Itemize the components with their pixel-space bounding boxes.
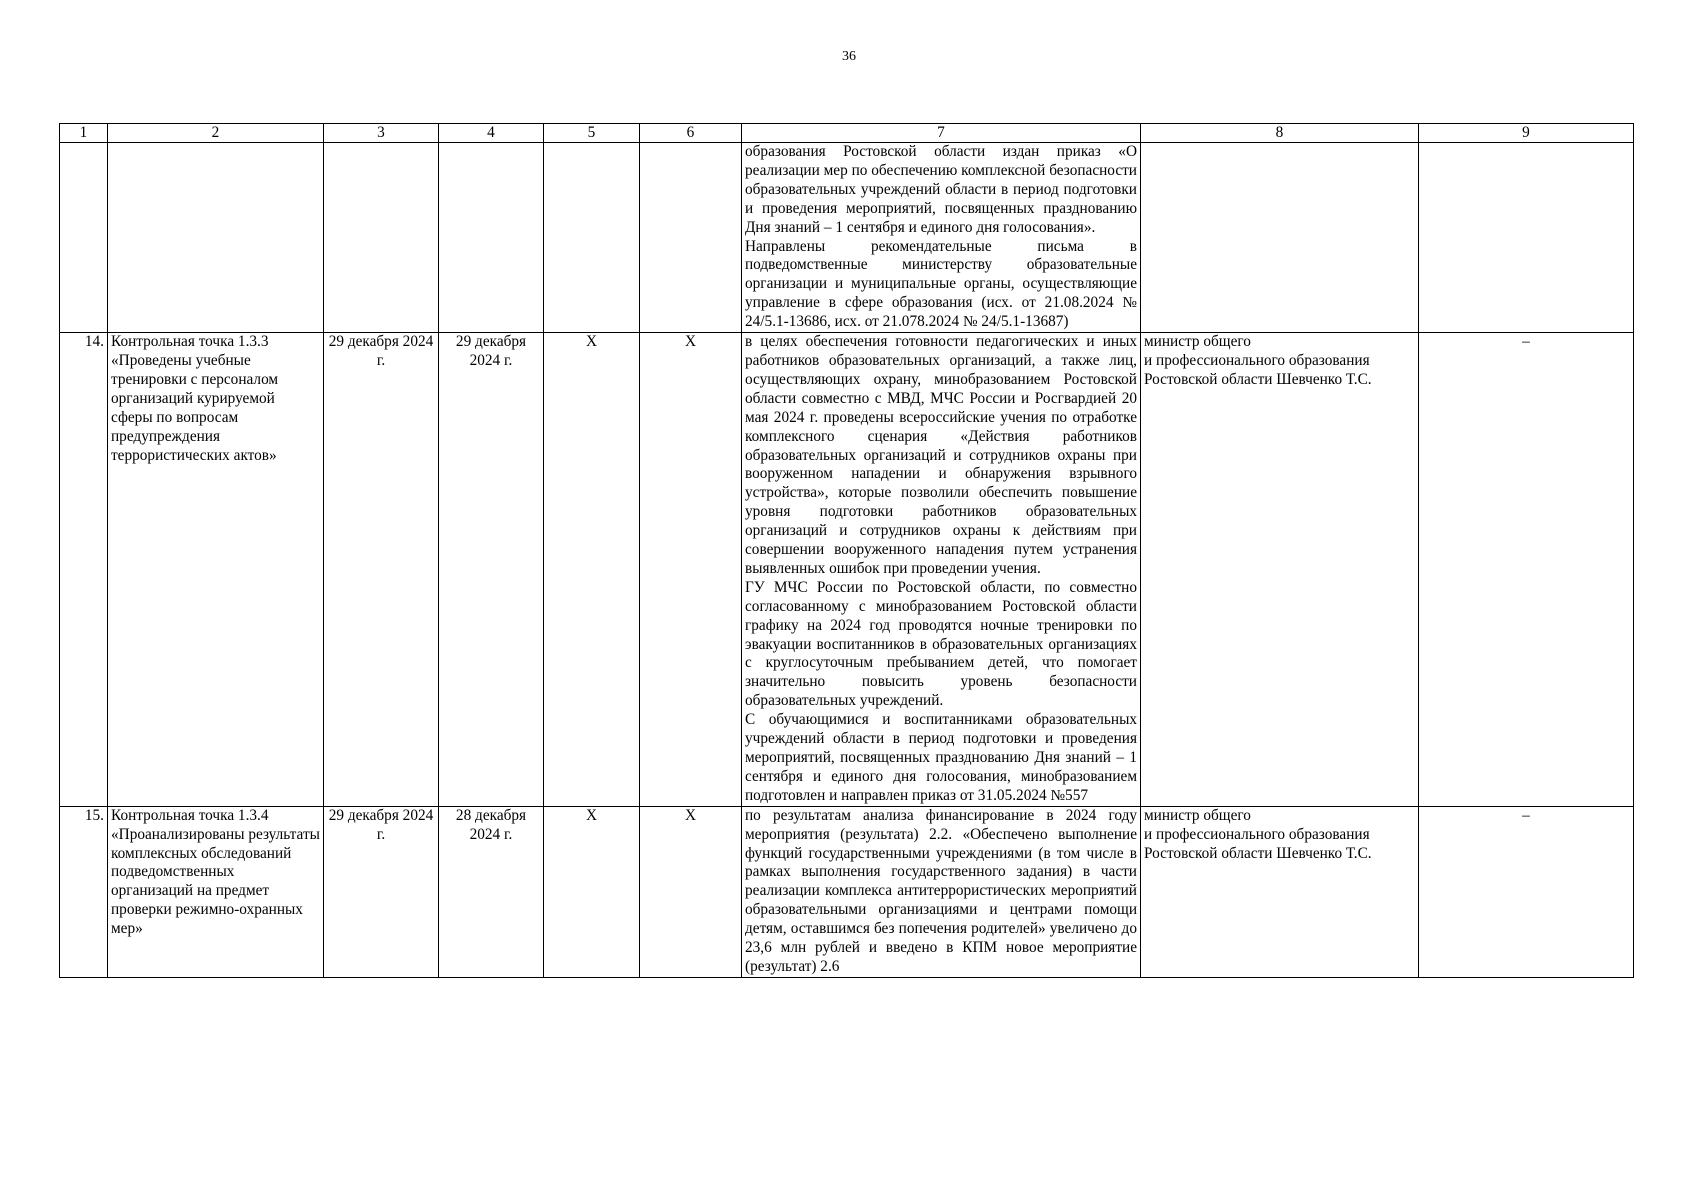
result-paragraph: образования Ростовской области издан приказ «О реализации мер по обеспечению комплексной безопасности образовательных учреждений области в период подготовки и проведения мероприятий, посвященных празднованию Дня знаний – 1 сентября и единого дня голосования». (745, 143, 1137, 236)
note: – (1419, 333, 1634, 807)
responsible-line: министр общего (1144, 806, 1251, 824)
note (1419, 143, 1634, 333)
column-header-9: 9 (1419, 124, 1634, 143)
row-number (60, 143, 108, 333)
note: – (1419, 806, 1634, 977)
table-row (60, 806, 1634, 977)
column-header-5: 5 (544, 124, 640, 143)
responsible (1141, 806, 1419, 977)
responsible-line: Ростовской области Шевченко Т.С. (1144, 370, 1372, 388)
control-point: Контрольная точка 1.3.3 «Проведены учебные тренировки с персоналом организаций курируемой сферы по вопросам предупреждения террористических актов» (108, 333, 324, 807)
result-paragraph: по результатам анализа финансирование в 2024 году мероприятия (результата) 2.2. «Обеспечено выполнение функций государственными учреждениями (в том числе в рамках выполнения государственного задания) в части реализации комплекса антитеррористических мероприятий образовательными организациями и центрами помощи детям, оставшимся без попечения родителей» увеличено до 23,6 млн рублей и введено в КПМ новое мероприятие (результат) 2.6 (745, 806, 1137, 975)
column-header-7: 7 (742, 124, 1141, 143)
column-header-6: 6 (640, 124, 742, 143)
responsible-line: Ростовской области Шевченко Т.С. (1144, 844, 1372, 862)
responsible-line: и профессионального образования (1144, 825, 1370, 843)
page-number: 36 (842, 49, 856, 64)
table-row (60, 143, 1634, 333)
plan-date (324, 143, 439, 333)
result-paragraph: ГУ МЧС России по Ростовской области, по совместно согласованному с минобразованием Ростовской области графику на 2024 год проводятся ночные тренировки по эвакуации воспитанников в образовательных организациях с круглосуточным пребыванием детей, что помогает значительно повысить уровень безопасности образовательных учреждений. (745, 578, 1137, 710)
header-row (60, 124, 1634, 143)
column-6-value: Х (640, 333, 742, 807)
responsible-line: министр общего (1144, 333, 1251, 351)
fact-date: 28 декабря 2024 г. (439, 806, 544, 977)
report-table (59, 123, 1634, 978)
fact-date: 29 декабря 2024 г. (439, 333, 544, 807)
result-text (742, 333, 1141, 807)
result-text (742, 806, 1141, 977)
column-header-8: 8 (1141, 124, 1419, 143)
table-row (60, 333, 1634, 807)
result-text (742, 143, 1141, 333)
column-6-value: Х (640, 806, 742, 977)
control-point: Контрольная точка 1.3.4 «Проанализированы результаты комплексных обследований подведомственных организаций на предмет проверки режимно-охранных мер» (108, 806, 324, 977)
responsible (1141, 143, 1419, 333)
column-6-value (640, 143, 742, 333)
result-paragraph: в целях обеспечения готовности педагогических и иных работников образовательных организаций, а также лиц, осуществляющих охрану, минобразованием Ростовской области совместно с МВД, МЧС России и Росгвардией 20 мая 2024 г. проведены всероссийские учения по отработке комплексного сценария «Действия работников образовательных организаций и сотрудников охраны при вооруженном нападении и обнаружения взрывного устройства», которые позволили обеспечить повышение уровня подготовки работников образовательных организаций и сотрудников охраны к действиям при совершении вооруженного нападения путем устранения выявленных ошибок при проведении учения. (745, 333, 1137, 577)
plan-date: 29 декабря 2024 г. (324, 333, 439, 807)
result-paragraph: Направлены рекомендательные письма в подведомственные министерству образовательные организации и муниципальные органы, осуществляющие управление в сфере образования (исх. от 21.08.2024 № 24/5.1-13686, исх. от 21.078.2024 № 24/5.1-13687) (745, 237, 1137, 331)
row-number: 15. (60, 806, 108, 977)
column-header-4: 4 (439, 124, 544, 143)
row-number: 14. (60, 333, 108, 807)
column-5-value: Х (544, 806, 640, 977)
control-point (108, 143, 324, 333)
column-5-value (544, 143, 640, 333)
responsible (1141, 333, 1419, 807)
responsible-line: и профессионального образования (1144, 351, 1370, 369)
column-header-3: 3 (324, 124, 439, 143)
result-paragraph: С обучающимися и воспитанниками образовательных учреждений области в период подготовки и проведения мероприятий, посвященных празднованию Дня знаний – 1 сентября и единого дня голосования, минобразованием подготовлен и направлен приказ от 31.05.2024 №557 (745, 711, 1137, 804)
column-header-1: 1 (60, 124, 108, 143)
fact-date (439, 143, 544, 333)
plan-date: 29 декабря 2024 г. (324, 806, 439, 977)
column-5-value: Х (544, 333, 640, 807)
column-header-2: 2 (108, 124, 324, 143)
